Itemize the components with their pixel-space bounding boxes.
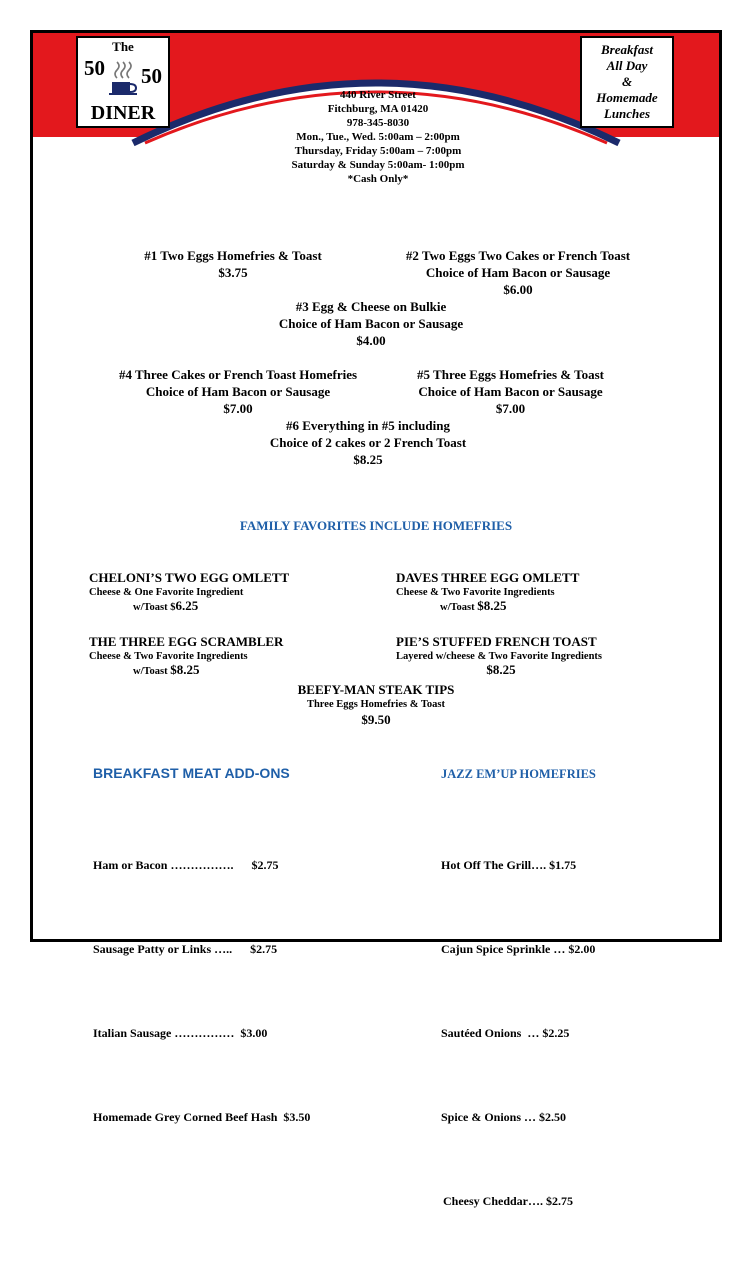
homefries-item: Sautéed Onions … $2.25: [441, 1026, 570, 1040]
combo-title: #4 Three Cakes or French Toast Homefries: [118, 367, 358, 382]
family-item: [396, 633, 606, 678]
addon-item: Homemade Grey Corned Beef Hash $3.50: [93, 1110, 311, 1124]
item-price: $8.25: [477, 598, 507, 613]
addon-item: Sausage Patty or Links ….. $2.75: [93, 942, 278, 956]
family-item: [89, 569, 289, 614]
meat-addons-heading: BREAKFAST MEAT ADD-ONS: [93, 765, 290, 781]
family-item: [89, 633, 283, 678]
logo-number-left: 50: [84, 56, 105, 80]
item-title: DAVES THREE EGG OMLETT: [396, 570, 580, 585]
combo-price: $4.00: [356, 333, 386, 348]
combo-price: $6.00: [503, 282, 533, 297]
item-price-line: [396, 663, 606, 678]
item-price: $9.50: [361, 712, 391, 727]
phone-number: 978-345-8030: [346, 117, 410, 129]
item-desc: Cheese & Two Favorite Ingredients: [89, 651, 248, 662]
item-price-prefix: w/Toast $: [133, 602, 176, 613]
payment-note: *Cash Only*: [347, 173, 409, 185]
combo-desc: Choice of Ham Bacon or Sausage: [145, 384, 331, 399]
combo-price: $3.75: [218, 265, 248, 280]
item-desc: Cheese & Two Favorite Ingredients: [396, 587, 555, 598]
item-title: THE THREE EGG SCRAMBLER: [89, 634, 284, 649]
logo-the: The: [112, 39, 134, 54]
combo-item: [241, 298, 501, 349]
menu-page: [30, 30, 722, 1208]
homefries-item: Cajun Spice Sprinkle … $2.00: [441, 942, 596, 956]
item-price-line: [89, 599, 289, 614]
coffee-cup-icon: [109, 60, 139, 96]
combo-title: #1 Two Eggs Homefries & Toast: [144, 248, 322, 263]
homefries-item: Spice & Onions … $2.50: [441, 1110, 567, 1124]
tagline-line: All Day: [606, 58, 648, 73]
addon-item: Ham or Bacon ……………. $2.75: [93, 858, 279, 872]
city-state-zip: Fitchburg, MA 01420: [327, 103, 429, 115]
combo-desc: Choice of Ham Bacon or Sausage: [278, 316, 464, 331]
item-price-line: [396, 599, 579, 614]
combo-item: [103, 247, 363, 281]
item-price-line: [89, 663, 283, 678]
tagline-line: &: [621, 74, 633, 89]
item-title: BEEFY-MAN STEAK TIPS: [297, 682, 455, 697]
item-desc: Layered w/cheese & Two Favorite Ingredients: [396, 651, 602, 662]
diner-logo: [76, 36, 170, 128]
item-desc: Cheese & One Favorite Ingredient: [89, 587, 244, 598]
combo-item: [88, 366, 388, 417]
family-item: [233, 681, 519, 728]
item-price: $8.25: [170, 662, 200, 677]
tagline-line: Lunches: [603, 106, 651, 121]
item-title: CHELONI’S TWO EGG OMLETT: [89, 570, 290, 585]
combo-title: #6 Everything in #5 including: [286, 418, 450, 433]
combo-desc: Choice of Ham Bacon or Sausage: [425, 265, 611, 280]
combo-item: [388, 247, 648, 298]
combo-price: $8.25: [353, 452, 383, 467]
hours-line: Mon., Tue., Wed. 5:00am – 2:00pm: [296, 131, 460, 143]
tagline-box: [580, 36, 674, 128]
homefries-item: Hot Off The Grill…. $1.75: [441, 858, 577, 872]
logo-name: DINER: [90, 102, 156, 124]
hours-line: Saturday & Sunday 5:00am- 1:00pm: [291, 159, 465, 171]
meat-addons-list: [93, 795, 310, 1187]
tagline-line: Breakfast: [601, 42, 653, 57]
combo-price: $7.00: [495, 401, 526, 416]
homefries-item: Cheesy Cheddar…. $2.75: [443, 1194, 574, 1208]
family-item: [396, 569, 579, 614]
addon-item: Italian Sausage …………… $3.00: [93, 1026, 268, 1040]
item-desc: Three Eggs Homefries & Toast: [306, 699, 446, 710]
address-block: [253, 88, 503, 186]
tagline-line: Homemade: [596, 90, 658, 105]
logo-number-right: 50: [141, 64, 162, 88]
item-price: $8.25: [486, 662, 516, 677]
combo-price: $7.00: [223, 401, 253, 416]
item-price-prefix: w/Toast: [133, 666, 171, 677]
combo-title: #2 Two Eggs Two Cakes or French Toast: [405, 248, 631, 263]
combo-desc: Choice of Ham Bacon or Sausage: [418, 384, 603, 399]
combo-title: #3 Egg & Cheese on Bulkie: [295, 299, 447, 314]
family-favorites-heading: FAMILY FAVORITES INCLUDE HOMEFRIES: [239, 518, 513, 533]
hours-line: Thursday, Friday 5:00am – 7:00pm: [294, 145, 462, 157]
combo-item: [388, 366, 633, 417]
item-title: PIE’S STUFFED FRENCH TOAST: [396, 634, 597, 649]
item-price: 6.25: [175, 598, 199, 613]
combo-desc: Choice of 2 cakes or 2 French Toast: [269, 435, 467, 450]
item-price-prefix: w/Toast: [440, 602, 478, 613]
homefries-list: [441, 795, 595, 1271]
combo-title: #5 Three Eggs Homefries & Toast: [417, 367, 604, 382]
combo-item: [223, 417, 513, 468]
homefries-heading: JAZZ EM’UP HOMEFRIES: [441, 767, 596, 781]
street-address: 440 River Street: [340, 89, 416, 101]
